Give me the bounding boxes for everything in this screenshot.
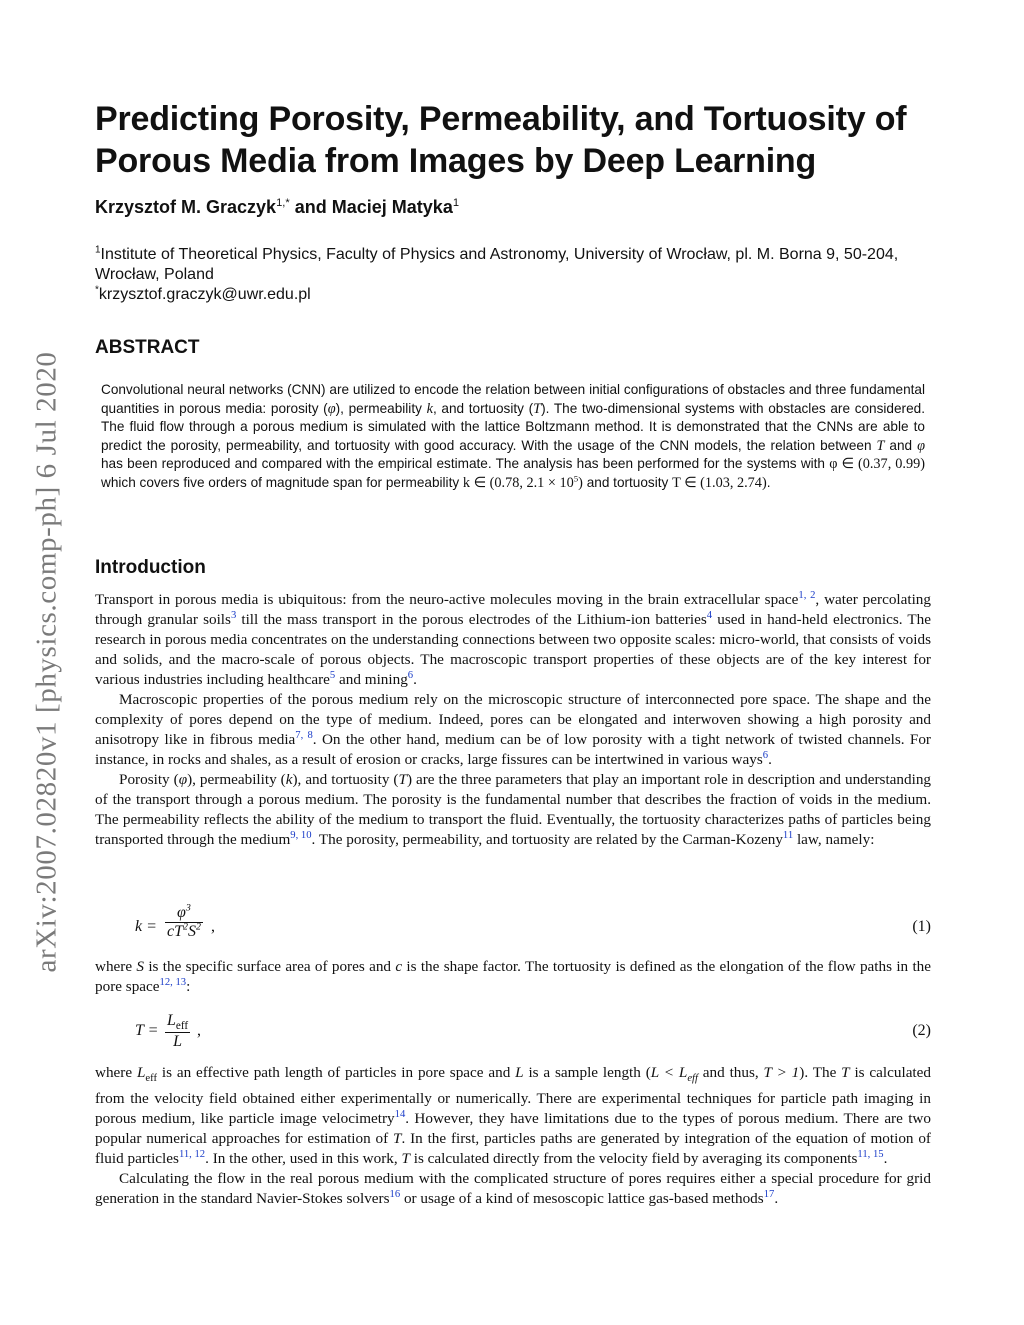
abstract-body: Convolutional neural networks (CNN) are utilized to encode the relation between initial configurations of obstacles and three fundamental quantities in porous media: porosity (φ), permeability k, and tortuosity (T). The two-dimensional systems with obstacles are considered. The fluid flow through a porous medium is simulated with the lattice Boltzmann method. It is demonstrated that the CNNs are able to predict the porosity, permeability, and tortuosity with good accuracy. With the usage of the CNN models, the relation between T and φ has been reproduced and compared with the empirical estimate. The analysis has been performed for the systems with φ ∈ (0.37, 0.99) which covers five orders of magnitude span for permeability k ∈ (0.78, $2.1 \times 10^5$) and tortuosity T ∈ (1.03, 2.74). [101, 382, 926, 491]
citation-link[interactable]: 11 [782, 829, 794, 841]
citation-link[interactable]: 17 [763, 1188, 775, 1200]
tortuosity-range: T ∈ (1.03, 2.74) [672, 474, 767, 491]
equation-number: (2) [912, 1022, 931, 1039]
permeability-range: k ∈ (0.78, $2.1 \times 10^5$) [462, 472, 583, 491]
citation-link[interactable]: 16 [389, 1188, 401, 1200]
citation-link[interactable]: 6 [762, 749, 769, 761]
symbol-T: T [533, 400, 542, 417]
corresponding-email [95, 285, 931, 305]
paragraph: Macroscopic properties of the porous medium rely on the microscopic structure of interconnected pore space. The shape and the complexity of pores depend on the type of medium. Indeed, pores can be elongated and interwoven showing a high porosity and anisotropy like in fibrous media$^{7, 8}$. On the other hand, medium can be of low porosity with a tight network of twisted channels. For instance, in rocks and shales, as a result of erosion or cracks, large fissures can be intertwined in various ways$^6$. [95, 691, 931, 768]
author-list [95, 197, 931, 218]
equation-lhs: k = [135, 918, 157, 935]
citation-link[interactable]: 4 [706, 609, 713, 621]
citation-link[interactable]: 9, 10 [290, 829, 312, 841]
title-line-2: Porous Media from Images by Deep Learning [95, 142, 817, 180]
equation-fraction [165, 1012, 190, 1051]
email-link[interactable]: krzysztof.graczyk@uwr.edu.pl [98, 286, 311, 303]
citation-link[interactable]: 11, 12 [178, 1148, 206, 1160]
fraction-denominator: L [165, 1032, 190, 1051]
author-name: Maciej Matyka [331, 197, 453, 217]
citation-link[interactable]: 6 [407, 669, 414, 681]
paper-title [95, 98, 931, 182]
fraction-denominator: $cT^2S^2$ [167, 921, 201, 940]
citation-link[interactable]: 5 [329, 669, 336, 681]
symbol-phi: φ [327, 400, 336, 417]
abstract-heading: ABSTRACT [95, 337, 200, 358]
citation-link[interactable]: 3 [230, 609, 237, 621]
symbol-T: T [876, 437, 885, 454]
equation-carman-kozeny: k = $\frac{\varphi^3}{cT^2S^2}$ , (1) [135, 902, 931, 940]
affiliation-block [95, 245, 931, 305]
title-line-1: Predicting Porosity, Permeability, and Tortuosity of [95, 100, 907, 138]
author-affiliation-mark: 1 [452, 197, 460, 209]
paragraph: Calculating the flow in the real porous medium with the complicated structure of pores requires either a special procedure for grid generation in the standard Navier-Stokes solvers$^{16}$ or usage of a kind of mesoscopic lattice gas-based methods$^{17}$. [95, 1170, 931, 1208]
author-conjunction: and [294, 197, 327, 217]
affiliation-mark: 1 [95, 244, 101, 256]
introduction-body-part-1 [95, 590, 931, 850]
fraction-numerator: $\varphi^3$ [177, 902, 191, 921]
paragraph: Porosity (φ), permeability (k), and tortuosity (T) are the three parameters that play an important role in description and understanding of the transport through a porous medium. The porosity is the fundamental number that describes the fraction of voids in the medium. The permeability reflects the ability of the medium to transport the fluid. Eventually, the tortuosity characterizes paths of particles being transported through the medium$^{9, 10}$. The porosity, permeability, and tortuosity are related by the Carman-Kozeny$^{11}$ law, namely: [95, 771, 932, 848]
email-mark: * [95, 284, 99, 296]
equation-lhs: T = [135, 1022, 159, 1039]
citation-link[interactable]: 12, 13 [159, 976, 187, 988]
citation-link[interactable]: 7, 8 [295, 729, 313, 741]
paragraph: where S is the specific surface area of pores and c is the shape factor. The tortuosity is defined as the elongation of the flow paths in the pore space$^{12, 13}$: [95, 958, 931, 995]
equation-fraction [165, 904, 203, 941]
citation-link[interactable]: 1, 2 [798, 589, 816, 601]
fraction-numerator: $L_{eff}$ [167, 1012, 189, 1033]
arxiv-identifier-stamp: arXiv:2007.02820v1 [physics.comp-ph] 6 Jul 2020 [30, 351, 63, 973]
citation-link[interactable]: 14 [394, 1108, 406, 1120]
symbol-k: k [426, 400, 433, 417]
paragraph: where $L_{eff}$ is an effective path length of particles in pore space and L is a sample length ($L < L_{eff}$ and thus, T > 1). The T is calculated from the velocity field obtained either experimentally or numerically. There are experimental techniques for particle path imaging in porous medium, like particle image velocimetry$^{14}$. However, they have limitations due to the types of porous medium. There are two popular numerical approaches for estimation of T. In the first, particles paths are generated by integration of the equation of motion of fluid particles$^{11, 12}$. In the other, used in this work, T is calculated directly from the velocity field by averaging its components$^{11, 15}$. [95, 1064, 931, 1168]
equation-tortuosity: T = $L_{eff}$ L , (2) [135, 1012, 931, 1051]
introduction-body-part-3 [95, 1063, 931, 1209]
affiliation-text: $^1$Institute of Theoretical Physics, Faculty of Physics and Astronomy, University of Wrocław, pl. M. Borna 9, 50-204, Wrocław, Poland [95, 244, 899, 283]
symbol-phi: φ [917, 437, 925, 454]
author-name: Krzysztof M. Graczyk [95, 197, 277, 217]
section-heading-introduction: Introduction [95, 557, 206, 578]
introduction-body-part-2 [95, 957, 931, 997]
porosity-range: φ ∈ (0.37, 0.99) [829, 456, 926, 472]
paragraph: Transport in porous media is ubiquitous: from the neuro-active molecules moving in the brain extracellular space$^{1, 2}$, water percolating through granular soils$^3$ till the mass transport in the porous electrodes of the Lithium-ion batteries$^4$ used in hand-held electronics. The research in porous media concentrates on the understanding connections between two opposite scales: micro-world, that consists of voids and solids, and the macro-scale of porous objects. The macroscopic transport properties of these objects are of the key interest for various industries including healthcare$^5$ and mining$^6$. [95, 589, 931, 688]
equation-number: (1) [912, 918, 931, 935]
citation-link[interactable]: 11, 15 [857, 1148, 884, 1160]
author-affiliation-mark: 1,* [276, 197, 290, 209]
